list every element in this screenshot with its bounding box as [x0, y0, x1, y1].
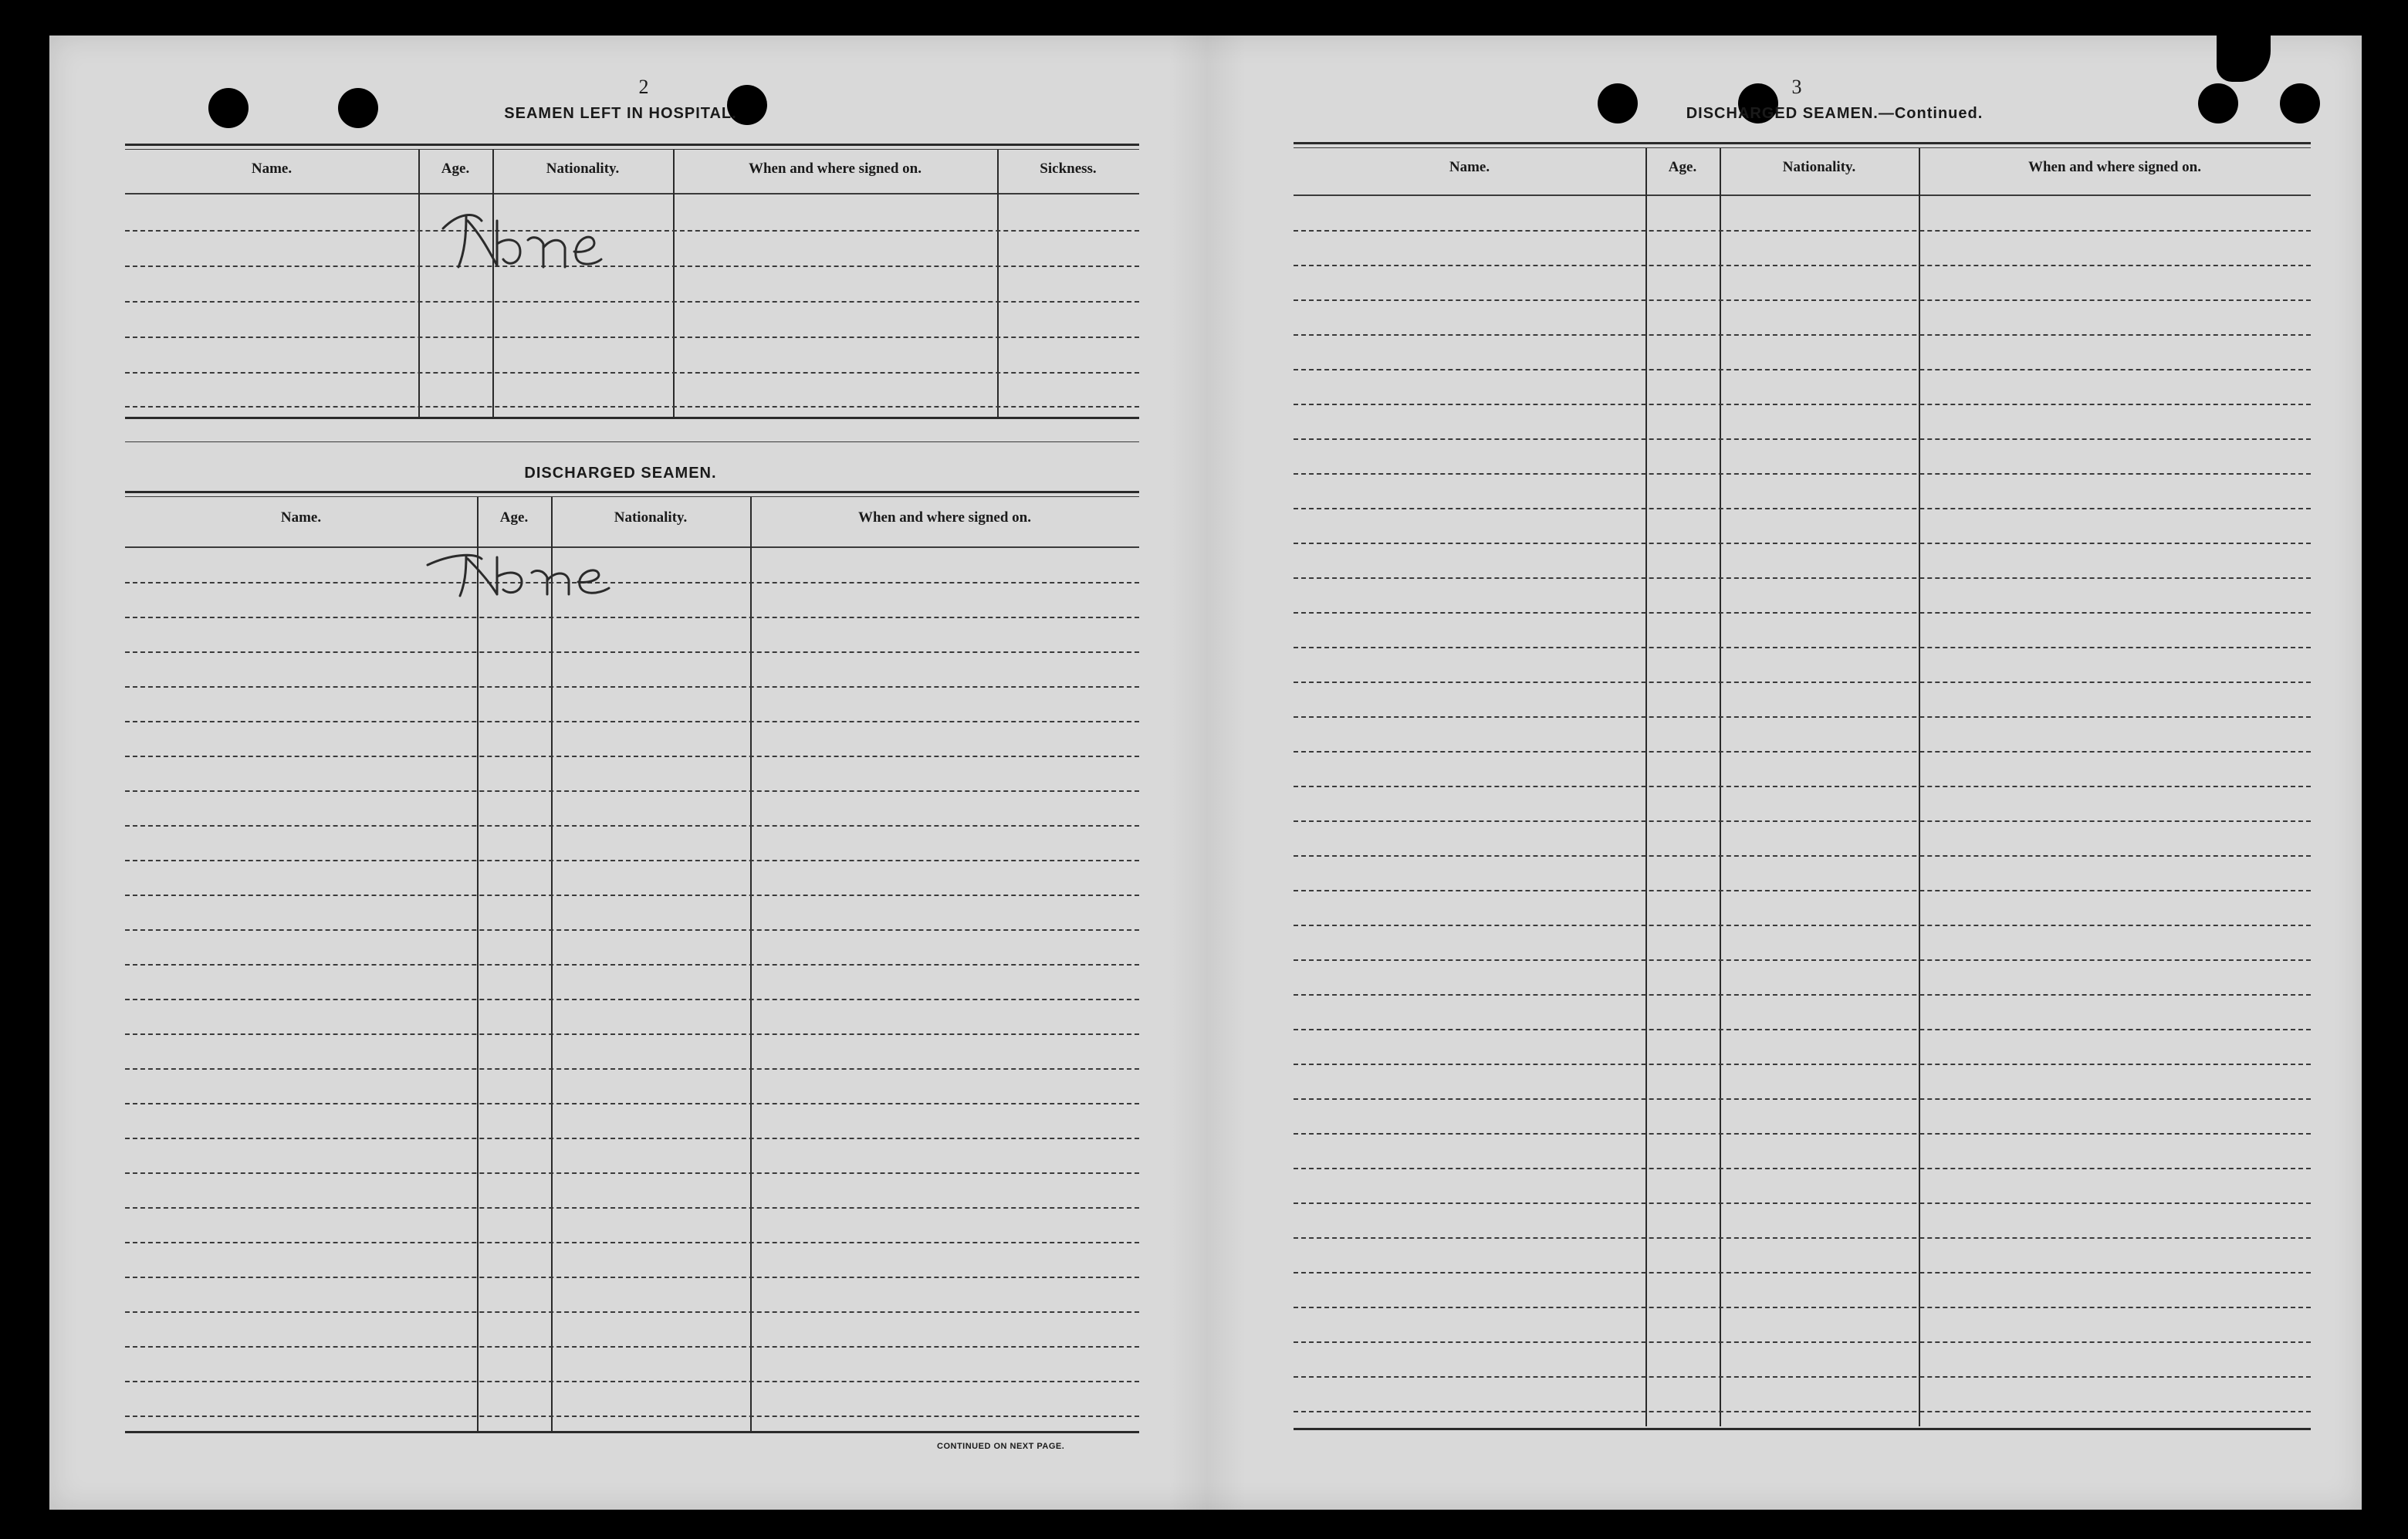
continued-footer: CONTINUED ON NEXT PAGE. — [937, 1442, 1065, 1451]
column-header-when-where: When and where signed on. — [748, 161, 922, 177]
table-row — [125, 651, 1139, 653]
table-bottom-rule — [1294, 1428, 2311, 1430]
table-row — [125, 1033, 1139, 1035]
column-header-age: Age. — [499, 509, 529, 526]
handwritten-none-entry — [435, 198, 636, 282]
column-divider — [1720, 148, 1721, 1426]
left-page — [49, 36, 1206, 1510]
table-row — [1294, 716, 2311, 718]
scanned-document-sheet — [49, 36, 2362, 1510]
right-page — [1206, 36, 2362, 1510]
table-row — [1294, 855, 2311, 857]
column-header-nationality: Nationality. — [1782, 159, 1856, 175]
column-header-age: Age. — [441, 161, 470, 177]
table-row — [125, 1416, 1139, 1417]
table-row — [125, 1381, 1139, 1382]
table-row — [1294, 820, 2311, 822]
table-top-rule — [125, 149, 1139, 150]
table-top-rule — [125, 144, 1139, 146]
table-row — [1294, 751, 2311, 753]
table-bottom-rule — [125, 417, 1139, 419]
column-header-name: Name. — [1449, 159, 1490, 175]
table-row — [1294, 1307, 2311, 1308]
table-row — [125, 860, 1139, 861]
table-row — [1294, 890, 2311, 891]
column-header-name: Name. — [280, 509, 322, 526]
punch-hole — [2280, 83, 2320, 123]
column-header-nationality: Nationality. — [546, 161, 620, 177]
table-row — [125, 686, 1139, 688]
page-number: 3 — [1791, 76, 1802, 98]
table-row — [125, 721, 1139, 722]
table-row — [125, 1207, 1139, 1209]
column-divider — [1919, 148, 1920, 1426]
table-row — [125, 895, 1139, 896]
table-row — [125, 964, 1139, 966]
handwritten-none-entry — [420, 542, 651, 604]
table-row — [125, 825, 1139, 827]
column-header-when-where: When and where signed on. — [857, 509, 1031, 526]
table-row — [125, 1103, 1139, 1104]
table-row — [125, 1242, 1139, 1243]
header-bottom-rule — [1294, 194, 2311, 196]
table-row — [125, 929, 1139, 931]
table-row — [125, 372, 1139, 374]
table-top-rule — [1294, 142, 2311, 144]
table-row — [1294, 1341, 2311, 1343]
discharged-continued-title: DISCHARGED SEAMEN.—Continued. — [1686, 105, 1984, 122]
punch-hole — [2198, 83, 2238, 123]
table-row — [125, 1277, 1139, 1278]
table-row — [125, 337, 1139, 338]
table-row — [1294, 334, 2311, 336]
table-row — [1294, 299, 2311, 301]
table-row — [1294, 508, 2311, 509]
table-row — [1294, 1029, 2311, 1030]
header-bottom-rule — [125, 193, 1139, 194]
table-row — [1294, 404, 2311, 405]
page-number: 2 — [638, 76, 649, 98]
table-top-rule — [125, 491, 1139, 493]
table-row — [125, 756, 1139, 757]
table-row — [1294, 647, 2311, 648]
punch-hole — [338, 88, 378, 128]
hospital-section-title: SEAMEN LEFT IN HOSPITAL. — [504, 105, 737, 122]
torn-corner — [2217, 36, 2271, 82]
table-row — [1294, 265, 2311, 266]
punch-hole — [208, 88, 249, 128]
section-rule — [125, 441, 1139, 442]
column-divider — [418, 150, 420, 417]
table-row — [1294, 959, 2311, 961]
column-divider — [997, 150, 999, 417]
column-divider — [1645, 148, 1647, 1426]
column-header-nationality: Nationality. — [614, 509, 688, 526]
table-row — [125, 406, 1139, 408]
table-row — [1294, 438, 2311, 440]
table-row — [1294, 925, 2311, 926]
discharged-section-title: DISCHARGED SEAMEN. — [524, 465, 717, 482]
table-row — [125, 301, 1139, 303]
table-row — [125, 1311, 1139, 1313]
table-row — [1294, 473, 2311, 475]
table-row — [1294, 786, 2311, 787]
column-header-when-where: When and where signed on. — [2028, 159, 2201, 175]
table-row — [125, 617, 1139, 618]
table-row — [125, 1068, 1139, 1070]
table-row — [1294, 543, 2311, 544]
table-row — [1294, 682, 2311, 683]
table-row — [125, 1138, 1139, 1139]
table-top-rule — [125, 496, 1139, 497]
table-row — [1294, 1098, 2311, 1100]
table-row — [1294, 1064, 2311, 1065]
table-row — [125, 1172, 1139, 1174]
table-row — [1294, 1376, 2311, 1378]
punch-hole — [1598, 83, 1638, 123]
column-divider — [492, 150, 494, 417]
table-row — [1294, 612, 2311, 614]
table-row — [1294, 1411, 2311, 1412]
table-row — [1294, 1237, 2311, 1239]
table-row — [1294, 230, 2311, 232]
table-row — [1294, 1133, 2311, 1135]
column-header-name: Name. — [251, 161, 293, 177]
column-header-sickness: Sickness. — [1040, 161, 1097, 177]
table-row — [1294, 1272, 2311, 1273]
table-row — [125, 1346, 1139, 1348]
column-divider — [673, 150, 675, 417]
table-row — [1294, 994, 2311, 996]
table-top-rule — [1294, 147, 2311, 148]
table-row — [1294, 1202, 2311, 1204]
table-row — [125, 790, 1139, 792]
table-row — [1294, 369, 2311, 370]
table-bottom-rule — [125, 1431, 1139, 1433]
table-row — [1294, 577, 2311, 579]
table-row — [1294, 1168, 2311, 1169]
column-header-age: Age. — [1668, 159, 1697, 175]
table-row — [125, 999, 1139, 1000]
